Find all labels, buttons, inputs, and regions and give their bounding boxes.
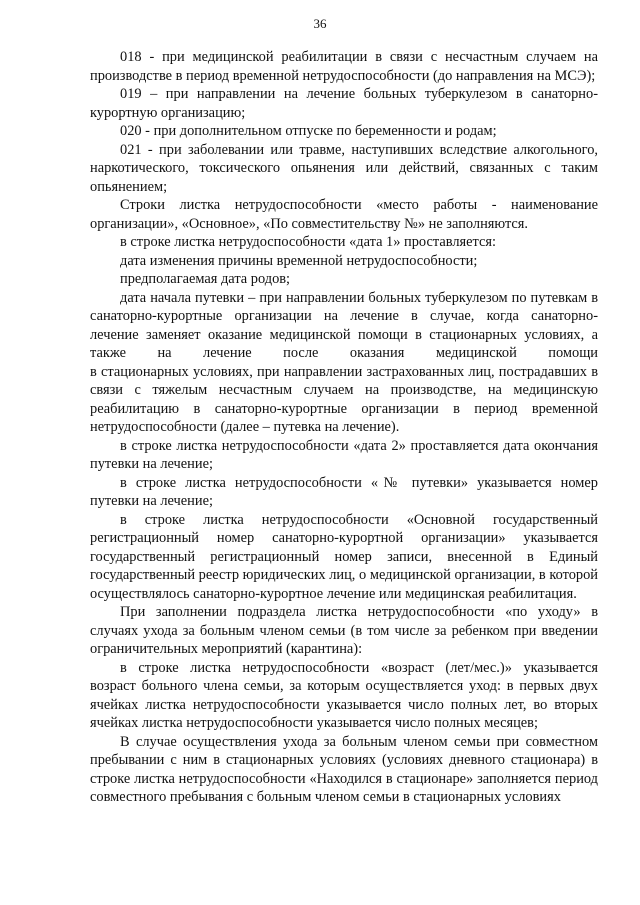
paragraph bbox=[90, 270, 598, 289]
text-line: 018 - при медицинской реабилитации в связи с несчастным случаем на bbox=[120, 49, 598, 65]
paragraph bbox=[90, 733, 598, 807]
text-line: реабилитацию в санаторно-курортные организации в период временной bbox=[90, 400, 598, 417]
paragraph bbox=[90, 437, 598, 474]
text-line: 019 – при направлении на лечение больных туберкулезом в санаторно- bbox=[120, 86, 598, 102]
text-line: Строки листка нетрудоспособности «место работы - наименование bbox=[120, 197, 598, 213]
page-number: 36 bbox=[313, 16, 327, 31]
paragraph bbox=[90, 141, 598, 197]
text-line: организации», «Основное», «По совместительству №» не заполняются. bbox=[90, 215, 529, 232]
text-line: государственный регистрационный номер записи, внесенной в Единый bbox=[90, 548, 598, 565]
text-line: дата изменения причины временной нетрудоспособности; bbox=[120, 252, 478, 269]
text-line: При заполнении подраздела листка нетрудоспособности «по уходу» в bbox=[120, 604, 598, 620]
text-line: в строке листка нетрудоспособности «№ путевки» указывается номер bbox=[120, 474, 598, 491]
text-line: нетрудоспособности (далее – путевка на лечение). bbox=[90, 419, 400, 435]
text-line: государственный реестр юридических лиц, о медицинской организации, в которой bbox=[90, 567, 598, 583]
paragraph bbox=[90, 289, 598, 437]
text-line: возраст больного члена семьи, за которым осуществляется уход: в первых двух bbox=[90, 678, 598, 694]
paragraph bbox=[90, 48, 598, 85]
text-line: В случае осуществления ухода за больным членом семьи при совместном bbox=[120, 733, 598, 750]
text-line: наркотического, токсического опьянения или действий, связанных с таким bbox=[90, 160, 598, 176]
text-line: случаях ухода за больным членом семьи (в том числе за ребенком при введении bbox=[90, 622, 598, 639]
paragraph bbox=[90, 603, 598, 659]
text-line: путевки на лечение; bbox=[90, 493, 213, 509]
paragraph bbox=[90, 196, 598, 233]
paragraph bbox=[90, 252, 598, 271]
text-line: связи с тяжелым несчастным случаем на производстве, на медицинскую bbox=[90, 382, 598, 398]
text-line: 021 - при заболевании или травме, наступивших вследствие алкогольного, bbox=[120, 141, 598, 158]
text-line: 020 - при дополнительном отпуске по беременности и родам; bbox=[120, 123, 497, 139]
text-line: производстве в период временной нетрудоспособности (до направления на МСЭ); bbox=[90, 67, 596, 84]
text-line: регистрационный номер санаторно-курортной организации» указывается bbox=[90, 530, 598, 546]
text-line: курортную организацию; bbox=[90, 104, 246, 121]
paragraph bbox=[90, 122, 598, 141]
text-line: предполагаемая дата родов; bbox=[120, 271, 291, 287]
text-line: пребывании с ним в стационарных условиях (условиях дневного стационара) в bbox=[90, 752, 598, 768]
text-line: строке листка нетрудоспособности «Находился в стационаре» заполняется период bbox=[90, 770, 598, 787]
text-line: также на лечение после оказания медицинской помощи bbox=[90, 345, 598, 361]
text-line: дата начала путевки – при направлении больных туберкулезом по путевкам в bbox=[120, 289, 598, 306]
text-line: ячейках листка нетрудоспособности указывается число полных месяцев; bbox=[90, 715, 538, 731]
text-line: опьянением; bbox=[90, 178, 168, 195]
text-line: в строке листка нетрудоспособности «дата 2» проставляется дата окончания bbox=[120, 437, 598, 454]
document-body bbox=[90, 48, 598, 807]
text-line: лечение заменяет оказание медицинской помощи в стационарных условиях, а bbox=[90, 326, 598, 343]
paragraph bbox=[90, 474, 598, 511]
text-line: осуществлялось санаторно-курортное лечение или медицинская реабилитация. bbox=[90, 585, 577, 602]
paragraph bbox=[90, 85, 598, 122]
text-line: ограничительных мероприятий (карантина): bbox=[90, 641, 363, 657]
text-line: в строке листка нетрудоспособности «Основной государственный bbox=[120, 511, 598, 528]
text-line: совместного пребывания с больным членом семьи в стационарных условиях bbox=[90, 789, 561, 805]
text-line: путевки на лечение; bbox=[90, 456, 213, 472]
text-line: в строке листка нетрудоспособности «возраст (лет/мес.)» указывается bbox=[120, 659, 598, 676]
text-line: санаторно-курортные организации на лечение в случае, когда санаторно- bbox=[90, 308, 598, 324]
text-line: в стационарных условиях, при направлении застрахованных лиц, пострадавших в bbox=[90, 363, 598, 380]
text-line: в строке листка нетрудоспособности «дата 1» проставляется: bbox=[120, 234, 496, 250]
paragraph bbox=[90, 511, 598, 604]
paragraph bbox=[90, 233, 598, 252]
text-line: ячейках листка нетрудоспособности указывается число полных лет, во вторых bbox=[90, 696, 598, 713]
paragraph bbox=[90, 659, 598, 733]
